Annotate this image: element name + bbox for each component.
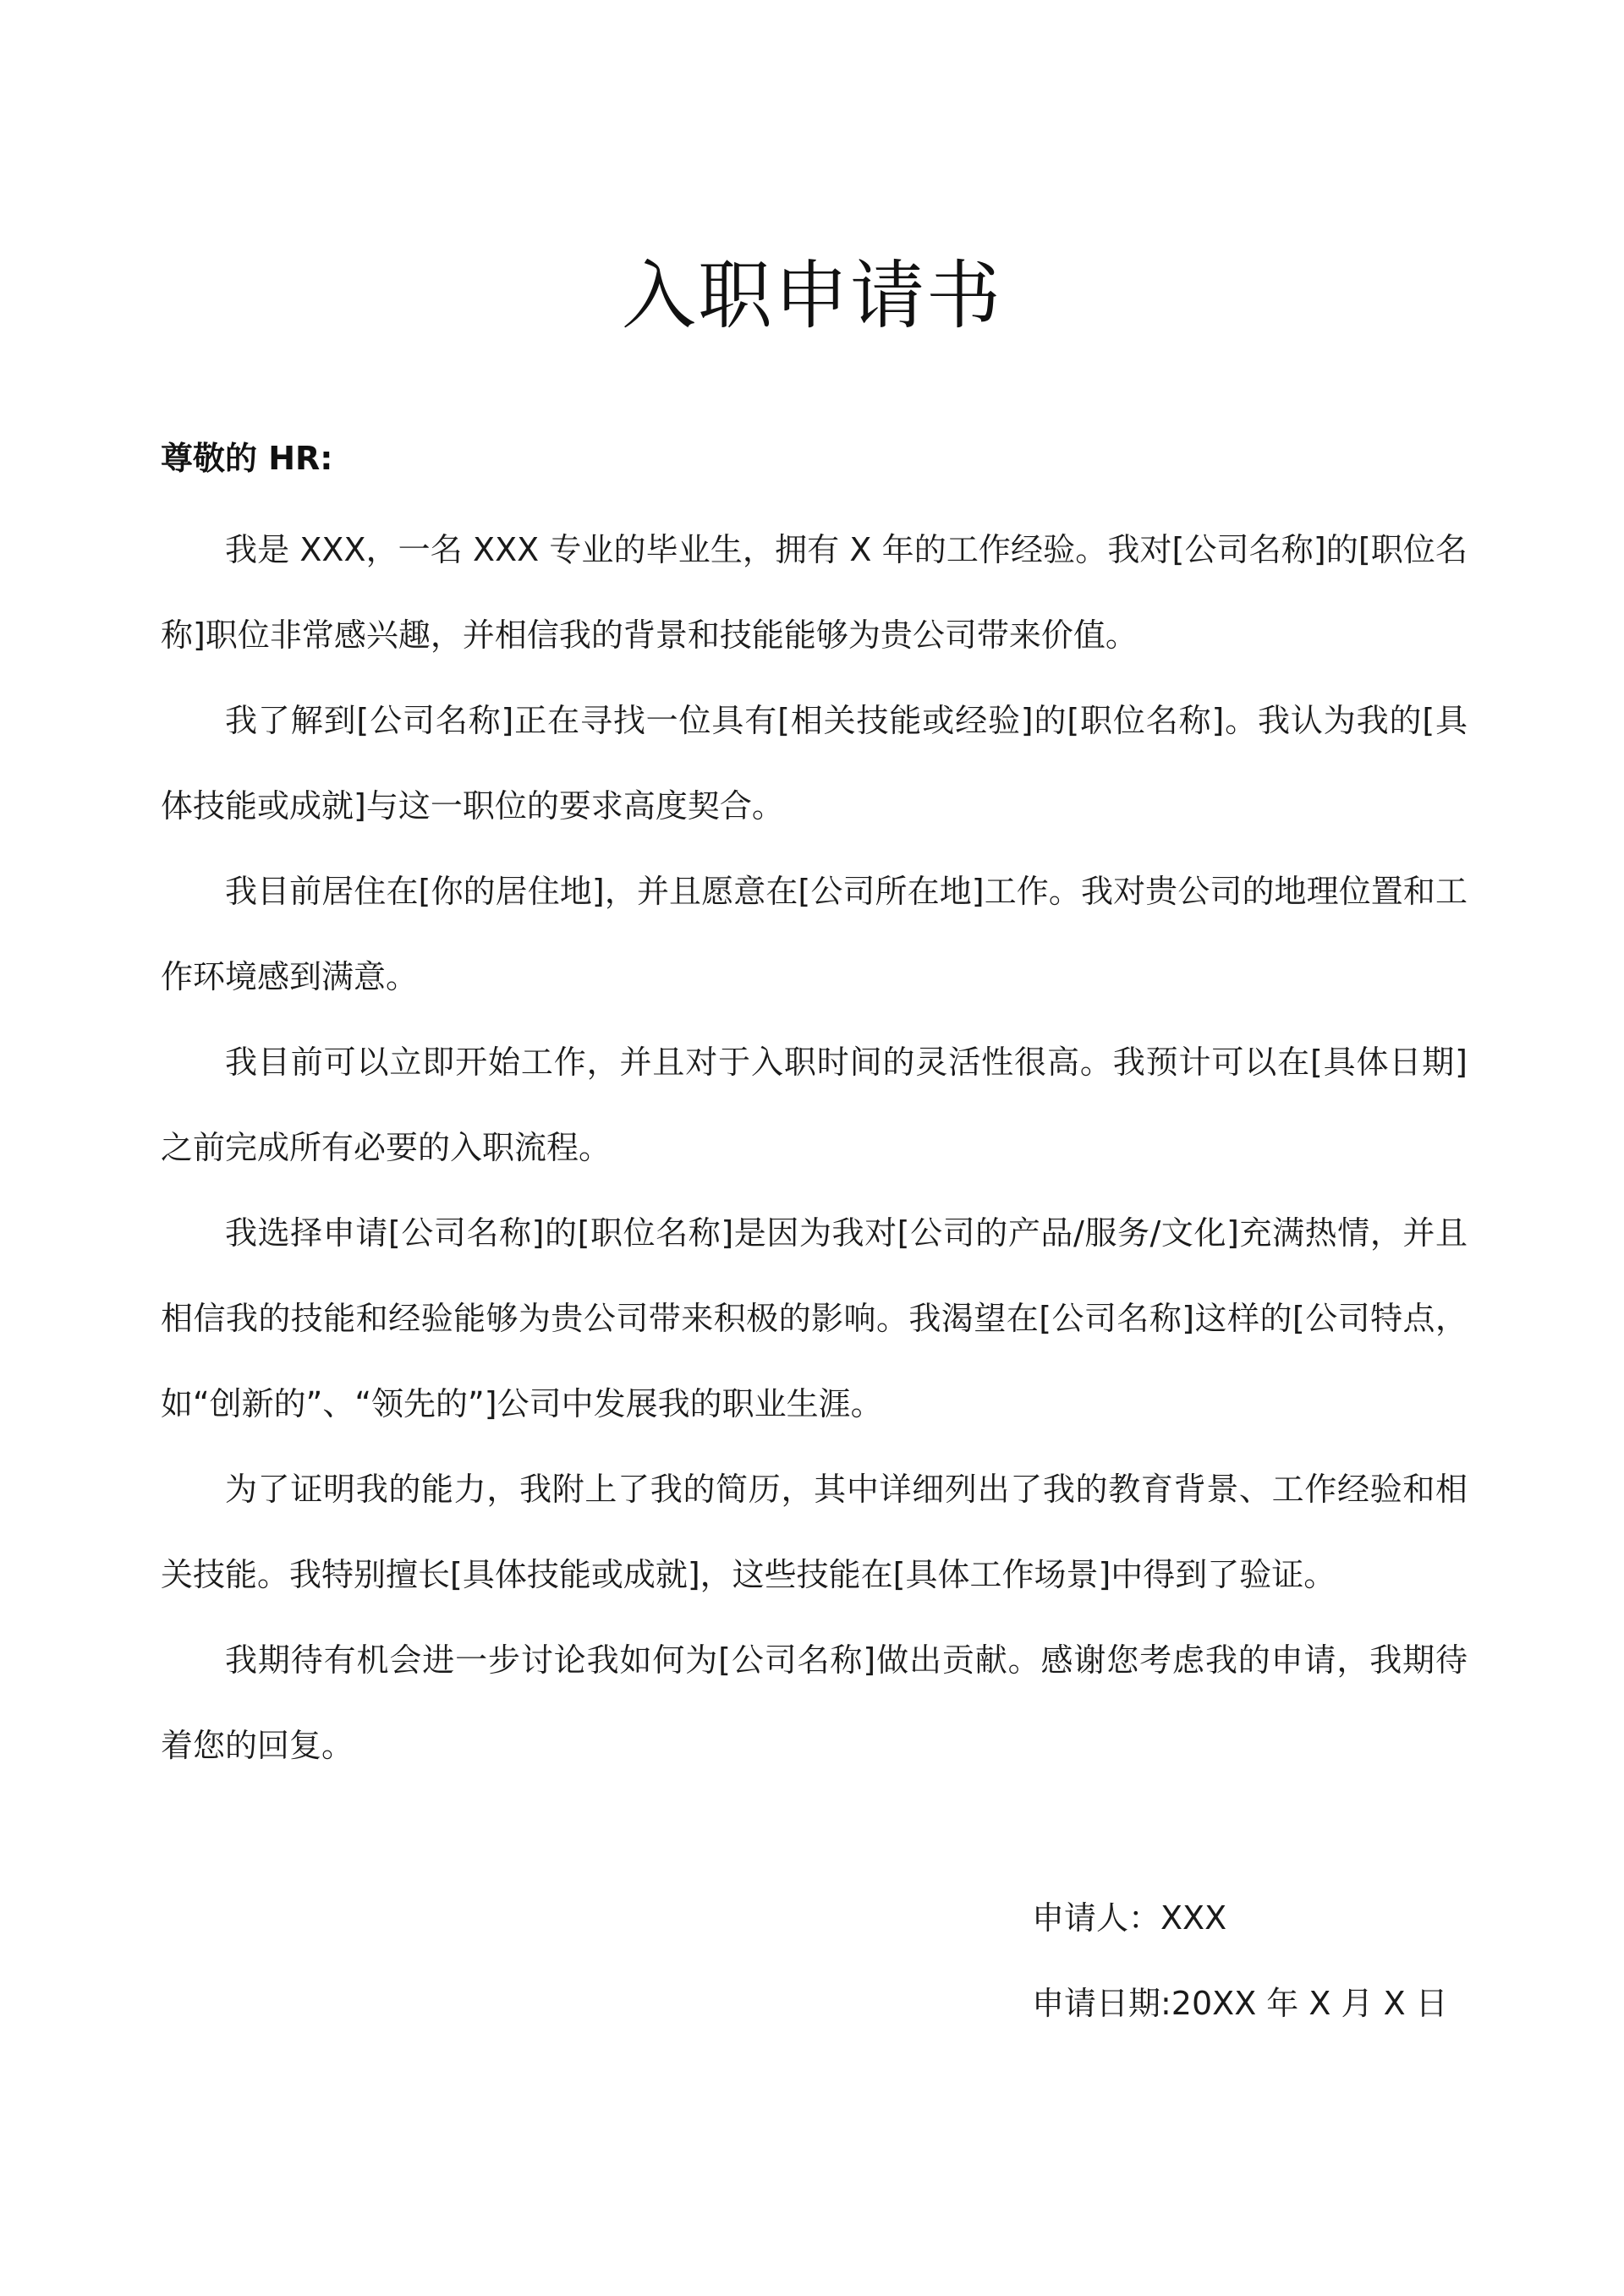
paragraph-availability: 我目前可以立即开始工作，并且对于入职时间的灵活性很高。我预计可以在[具体日期]之前完成所有必要的入职流程。 [161, 1044, 1468, 1166]
signature-block [1032, 1876, 1506, 2047]
salutation: 尊敬的 HR: [161, 440, 333, 477]
applicant-name: 申请人：XXX [1032, 1899, 1227, 1937]
paragraph-location: 我目前居住在[你的居住地]，并且愿意在[公司所在地]工作。我对贵公司的地理位置和工作环境感到满意。 [161, 873, 1468, 995]
application-date: 申请日期:20XX 年 X 月 X 日 [1032, 1985, 1448, 2022]
document-title: 入职申请书 [621, 252, 1002, 339]
paragraph-introduction: 我是 XXX，一名 XXX 专业的毕业生，拥有 X 年的工作经验。我对[公司名称]的[职位名称]职位非常感兴趣，并相信我的背景和技能能够为贵公司带来价值。 [161, 531, 1468, 654]
paragraph-motivation: 我选择申请[公司名称]的[职位名称]是因为我对[公司的产品/服务/文化]充满热情，并且相信我的技能和经验能够为贵公司带来积极的影响。我渴望在[公司名称]这样的[公司特点，如“创新的”、“领先的”]公司中发展我的职业生涯。 [161, 1214, 1468, 1422]
paragraph-skills-match: 我了解到[公司名称]正在寻找一位具有[相关技能或经验]的[职位名称]。我认为我的[具体技能或成就]与这一职位的要求高度契合。 [161, 702, 1468, 825]
letter-body [161, 507, 1468, 1789]
paragraph-closing: 我期待有机会进一步讨论我如何为[公司名称]做出贡献。感谢您考虑我的申请，我期待着您的回复。 [161, 1641, 1468, 1764]
paragraph-resume: 为了证明我的能力，我附上了我的简历，其中详细列出了我的教育背景、工作经验和相关技能。我特别擅长[具体技能或成就]，这些技能在[具体工作场景]中得到了验证。 [161, 1471, 1468, 1593]
